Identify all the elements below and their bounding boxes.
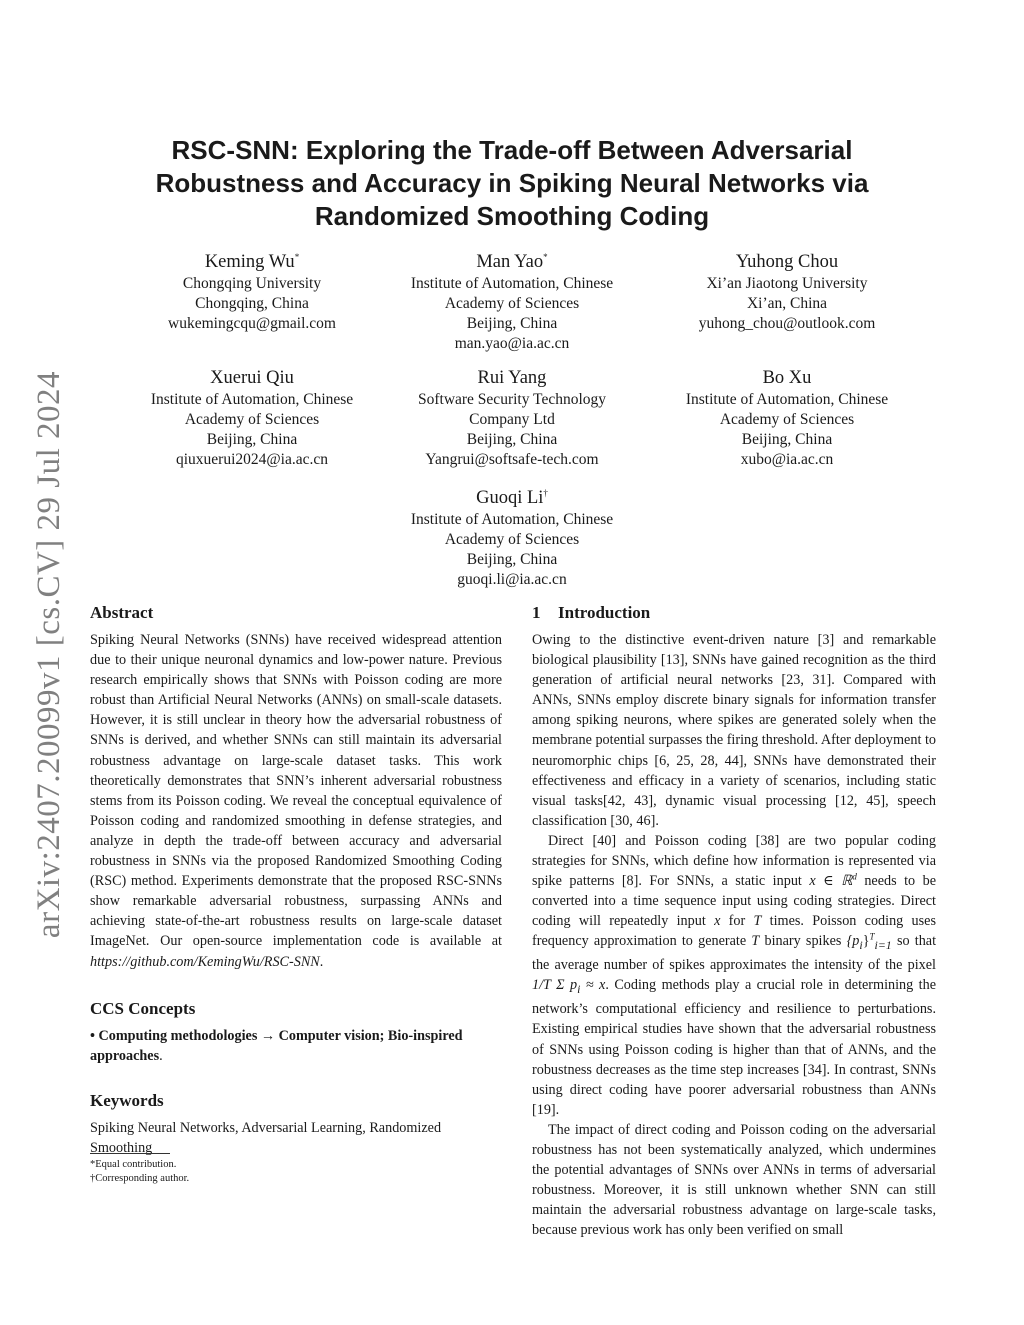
author-affiliation: Institute of Automation, Chinese bbox=[410, 275, 614, 292]
author-name: Xuerui Qiu bbox=[210, 368, 294, 388]
author-block bbox=[652, 366, 922, 470]
author-email[interactable]: xubo@ia.ac.cn bbox=[740, 451, 834, 468]
code-link[interactable]: https://github.com/KemingWu/RSC-SNN bbox=[90, 953, 320, 970]
author-name: Guoqi Li† bbox=[476, 487, 548, 508]
author-affiliation: Academy of Sciences bbox=[184, 411, 320, 428]
intro-paragraph-2: Direct [40] and Poisson coding [38] are two popular coding strategies for SNNs, which define how information is represented via spike patterns [8]. For SNNs, a static input x ∈ ℝ$^d$ needs to be converted into a time sequence input using coding strategies. Direct coding will repeatedly input x for T times. Poisson coding uses frequency approximation to generate T binary spikes $\{p_i\}^T_{i=1}$ so that the average number of spikes approximates the intensity of the pixel 1/T Σ $p_i \approx x$. Coding methods play a crucial role in determining the network’s computational efficiency and resilience to perturbations. Existing empirical studies have shown that the adversarial robustness of SNNs using Poisson coding is higher than that of ANNs, and the robustness decreases as the time step increases [34]. In contrast, SNNs using direct coding have poorer adversarial robustness than ANNs [19]. bbox=[532, 832, 937, 1118]
author-location: Beijing, China bbox=[741, 431, 833, 448]
author-affiliation: Academy of Sciences bbox=[444, 531, 580, 548]
author-location: Xi’an, China bbox=[746, 295, 828, 312]
author-affiliation: Institute of Automation, Chinese bbox=[150, 391, 354, 408]
author-email[interactable]: man.yao@ia.ac.cn bbox=[454, 335, 570, 352]
author-name: Bo Xu bbox=[762, 368, 812, 388]
abstract-heading: Abstract bbox=[90, 603, 154, 622]
author-affiliation: Xi’an Jiaotong University bbox=[706, 275, 868, 292]
ccs-concepts: • Computing methodologies → Computer vision; Bio-inspired approaches. bbox=[90, 1027, 463, 1064]
left-column bbox=[90, 602, 502, 1158]
author-block bbox=[652, 250, 922, 334]
author-name: Keming Wu* bbox=[204, 251, 300, 272]
intro-paragraph-1: Owing to the distinctive event-driven nature [3] and remarkable biological plausibility [13], SNNs have gained recognition as the third generation of artificial neural networks [23, 31]. Compared with ANNs, SNNs employ discrete binary signals for information transfer among spiking neurons, where spikes are generated solely when the membrane potential surpasses the firing threshold. After deployment to neuromorphic chips [6, 25, 28, 44], SNNs have demonstrated their effectiveness and efficacy in a variety of scenarios, including static visual tasks[42, 43], dynamic visual processing [12, 45], speech classification [30, 46]. bbox=[532, 632, 936, 829]
keywords-heading: Keywords bbox=[90, 1090, 164, 1110]
author-block bbox=[382, 486, 642, 590]
intro-heading: 1 Introduction bbox=[532, 603, 651, 622]
author-affiliation: Company Ltd bbox=[469, 411, 555, 428]
author-affiliation: Academy of Sciences bbox=[444, 295, 580, 312]
right-column bbox=[532, 602, 936, 1240]
author-block bbox=[117, 366, 387, 470]
footnotes bbox=[90, 1158, 189, 1186]
footnote-rule bbox=[90, 1153, 170, 1154]
author-location: Beijing, China bbox=[206, 431, 298, 448]
author-affiliation: Institute of Automation, Chinese bbox=[410, 511, 614, 528]
keywords-text: Spiking Neural Networks, Adversarial Learning, Randomized Smoothing bbox=[90, 1119, 442, 1156]
author-affiliation: Academy of Sciences bbox=[719, 411, 855, 428]
author-block bbox=[132, 250, 372, 334]
author-email[interactable]: yuhong_chou@outlook.com bbox=[698, 315, 876, 332]
author-email[interactable]: wukemingcqu@gmail.com bbox=[168, 315, 336, 332]
title-line: Randomized Smoothing Coding bbox=[314, 201, 710, 231]
footnote-corresponding: †Corresponding author. bbox=[90, 1173, 190, 1184]
intro-paragraph-3: The impact of direct coding and Poisson coding on the adversarial robustness has not been systematically analyzed, which undermines the potential advantages of SNNs over ANNs in terms of adversarial robustness. Moreover, it is still unknown whether SNN can still maintain the adversarial robustness advantage on large-scale tasks, because previous work has only been verified on small bbox=[532, 1121, 936, 1239]
author-name: Man Yao* bbox=[476, 251, 548, 272]
footnote-equal: *Equal contribution. bbox=[90, 1159, 177, 1170]
abstract-text: Spiking Neural Networks (SNNs) have received widespread attention due to their unique neuronal dynamics and low-power nature. Previous research empirically shows that SNNs with Poisson coding are more robust than Artificial Neural Networks (ANNs) on small-scale datasets. However, it is still unclear in theory how the adversarial robustness of SNNs is derived, and whether SNNs can still maintain its adversarial robustness advantage on large-scale dataset tasks. This work theoretically demonstrates that SNN’s inherent adversarial robustness stems from its Poisson coding. We reveal the conceptual equivalence of Poisson coding and randomized smoothing in defense strategies, and analyze in depth the trade-off between accuracy and adversarial robustness in SNNs via the proposed Randomized Smoothing Coding (RSC) method. Experiments demonstrate that the proposed RSC-SNNs show remarkable adversarial robustness, surpassing ANNs and achieving state-of-the-art robustness results on large-scale dataset ImageNet. Our open-source implementation code is available at https://github.com/KemingWu/RSC-SNN. bbox=[90, 632, 502, 970]
author-name: Rui Yang bbox=[477, 368, 547, 388]
arxiv-stamp-text: arXiv:2407.20099v1 [cs.CV] 29 Jul 2024 bbox=[31, 370, 68, 938]
paper-title bbox=[100, 134, 924, 233]
author-location: Chongqing, China bbox=[195, 295, 309, 312]
title-line: Robustness and Accuracy in Spiking Neural Networks via bbox=[155, 168, 869, 198]
author-name: Yuhong Chou bbox=[735, 252, 839, 272]
author-affiliation: Chongqing University bbox=[182, 275, 322, 292]
author-location: Beijing, China bbox=[466, 315, 558, 332]
arxiv-stamp bbox=[24, 364, 76, 944]
author-affiliation: Software Security Technology bbox=[417, 391, 607, 408]
author-block bbox=[382, 366, 642, 470]
author-email[interactable]: qiuxuerui2024@ia.ac.cn bbox=[175, 451, 328, 468]
author-location: Beijing, China bbox=[466, 431, 558, 448]
title-line: RSC-SNN: Exploring the Trade-off Between Adversarial bbox=[171, 135, 853, 165]
author-affiliation: Institute of Automation, Chinese bbox=[685, 391, 889, 408]
author-email[interactable]: guoqi.li@ia.ac.cn bbox=[457, 571, 567, 588]
author-location: Beijing, China bbox=[466, 551, 558, 568]
author-email[interactable]: Yangrui@softsafe-tech.com bbox=[425, 451, 599, 468]
ccs-heading: CCS Concepts bbox=[90, 998, 196, 1018]
author-block bbox=[382, 250, 642, 354]
